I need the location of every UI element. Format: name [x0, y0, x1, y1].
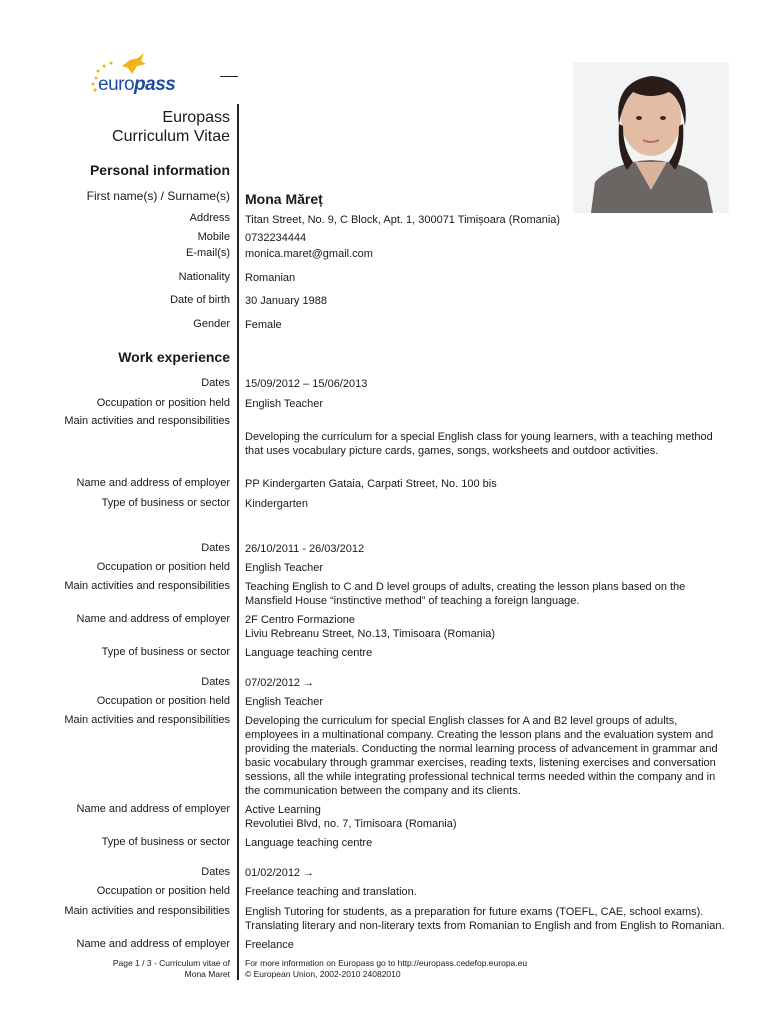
job2-activities: Teaching English to C and D level groups of adults, creating the lesson plans based on the Mansfield House “instinctive method” of teaching a foreign language.: [245, 581, 686, 607]
job3-dates: 07/02/2012 →: [245, 677, 315, 689]
value-address: Titan Street, No. 9, C Block, Apt. 1, 300071 Timișoara (Romania): [245, 214, 561, 226]
job3-employer-name: Active Learning: [245, 804, 321, 816]
label-sector: Type of business or sector: [101, 646, 230, 658]
footer-europass-info: [245, 958, 527, 980]
label-address: Address: [189, 212, 230, 224]
label-activities: Main activities and responsibilities: [64, 714, 230, 726]
value-gender: Female: [245, 319, 282, 331]
job4-employer: Freelance: [245, 939, 294, 951]
europass-logo: [84, 50, 184, 100]
person-name: Mona Măreț: [245, 191, 323, 207]
label-activities: Main activities and responsibilities: [64, 580, 230, 592]
label-email: E-mail(s): [186, 247, 230, 259]
column-divider: [237, 104, 239, 980]
profile-photo: [573, 62, 729, 213]
section-personal-information: Personal information: [89, 162, 230, 178]
label-employer: Name and address of employer: [76, 477, 230, 489]
job2-dates: 26/10/2011 - 26/03/2012: [245, 543, 365, 555]
cv-title: [112, 108, 230, 146]
job3-employer-address: Revolutiei Blvd, no. 7, Timisoara (Romania): [245, 818, 457, 830]
cv-title-line1: Europass: [162, 109, 230, 126]
job3-employer: [245, 803, 730, 831]
value-email[interactable]: monica.maret@gmail.com: [245, 248, 373, 260]
job2-employer-address: Liviu Rebreanu Street, No.13, Timisoara (Romania): [245, 628, 496, 640]
job4-activities: English Tutoring for students, as a preparation for future exams (TOEFL, CAE, school exams). Translating literary and non-literary texts from Romanian to English and from English to Romanian.: [245, 906, 725, 932]
cv-title-line2: Curriculum Vitae: [112, 128, 230, 145]
section-work-experience: Work experience: [118, 349, 230, 365]
label-sector: Type of business or sector: [101, 836, 230, 848]
label-employer: Name and address of employer: [76, 803, 230, 815]
value-mobile: 0732234444: [245, 232, 307, 244]
label-occupation: Occupation or position held: [96, 561, 230, 573]
job1-occupation: English Teacher: [245, 398, 324, 410]
label-dates: Dates: [201, 377, 230, 389]
value-dob: 30 January 1988: [245, 295, 327, 307]
label-employer: Name and address of employer: [76, 938, 230, 950]
value-nationality: Romanian: [245, 272, 296, 284]
job3-activities: Developing the curriculum for special English classes for A and B2 level groups of adults, employees in a multinational company. Creating the lesson plans and the evaluation system and providing the materials. Conducting the normal learning process of advancement in grammar and basic vocabulary through grammar exercises, reading texts, listening exercises and conversation sessions, all the while integrating professional technical terms needed within the company and in the communication between the company and its clients.: [245, 715, 718, 797]
job2-employer: [245, 613, 730, 641]
job1-sector: Kindergarten: [245, 498, 308, 510]
label-occupation: Occupation or position held: [96, 885, 230, 897]
header-dash: [220, 76, 238, 77]
footer-page-info: [113, 958, 230, 980]
label-nationality: Nationality: [178, 271, 230, 283]
label-dates: Dates: [201, 542, 230, 554]
footer-page-line2: Mona Maret: [184, 969, 230, 979]
footer-copyright: © European Union, 2002-2010 24082010: [245, 969, 401, 979]
europass-wordmark: europass: [98, 74, 176, 95]
label-dates: Dates: [201, 866, 230, 878]
job3-sector: Language teaching centre: [245, 837, 373, 849]
job4-dates: 01/02/2012 →: [245, 867, 315, 879]
job3-occupation: English Teacher: [245, 696, 324, 708]
job1-activities: Developing the curriculum for a special English class for young learners, with a teaching method that uses vocabulary picture cards, games, songs, worksheets and outdoor activities.: [245, 431, 713, 457]
label-occupation: Occupation or position held: [96, 397, 230, 409]
label-activities: Main activities and responsibilities: [64, 415, 230, 427]
label-sector: Type of business or sector: [101, 497, 230, 509]
job2-employer-name: 2F Centro Formazione: [245, 614, 356, 626]
job2-sector: Language teaching centre: [245, 647, 373, 659]
job1-dates: 15/09/2012 – 15/06/2013: [245, 378, 368, 390]
footer-page-line1: Page 1 / 3 - Curriculum vitae of: [112, 958, 230, 968]
label-occupation: Occupation or position held: [96, 695, 230, 707]
label-activities: Main activities and responsibilities: [64, 905, 230, 917]
label-mobile: Mobile: [197, 231, 230, 243]
label-dob: Date of birth: [170, 294, 230, 306]
label-dates: Dates: [201, 676, 230, 688]
label-name: First name(s) / Surname(s): [86, 189, 230, 203]
label-employer: Name and address of employer: [76, 613, 230, 625]
job2-occupation: English Teacher: [245, 562, 324, 574]
footer-europass-link[interactable]: For more information on Europass go to http://europass.cedefop.europa.eu: [245, 958, 528, 968]
label-gender: Gender: [193, 318, 230, 330]
job4-occupation: Freelance teaching and translation.: [245, 886, 417, 898]
job1-employer: PP Kindergarten Gataia, Carpati Street, No. 100 bis: [245, 478, 497, 490]
